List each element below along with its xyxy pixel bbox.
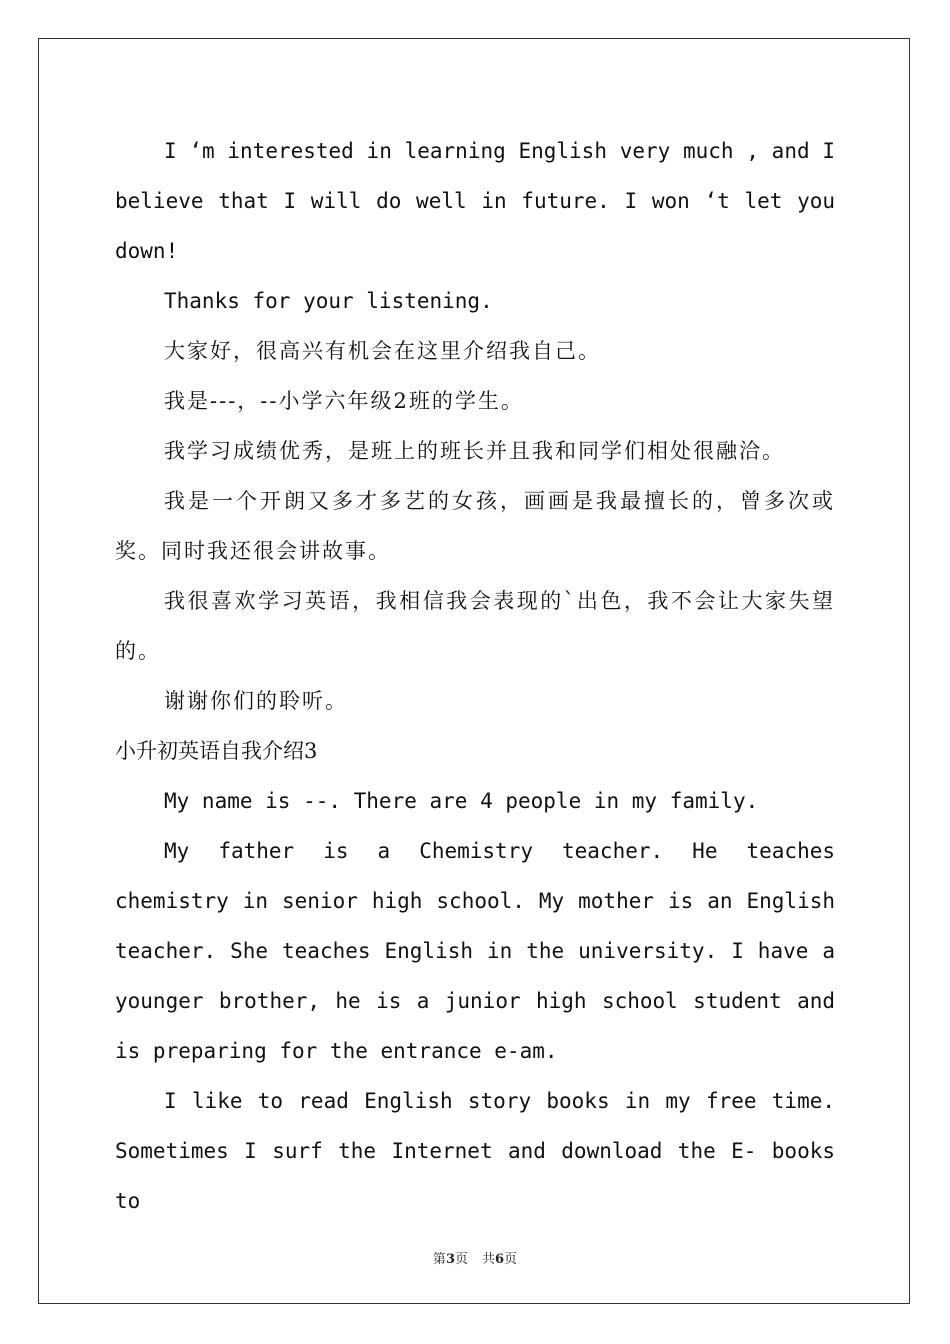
paragraph-thanks: Thanks for your listening. (164, 289, 493, 313)
paragraph-hobby: I like to read English story books in my free time. Sometimes I surf the Internet and download the E- books to (115, 1089, 835, 1213)
document-body (115, 126, 835, 1226)
paragraph-greeting-cn: 大家好，很高兴有机会在这里介绍我自己。 (164, 339, 601, 363)
paragraph-class-cn: 我是---，--小学六年级2班的学生。 (164, 389, 524, 413)
total-prefix: 共 (482, 1252, 496, 1267)
page-footer (0, 1248, 950, 1267)
total-suffix: 页 (504, 1252, 518, 1267)
paragraph-interest: I ‘m interested in learning English very much , and I believe that I will do well in future. I won ‘t let you down! (115, 139, 835, 263)
paragraph-study-cn: 我学习成绩优秀，是班上的班长并且我和同学们相处很融洽。 (164, 439, 785, 463)
page-prefix: 第 (432, 1252, 446, 1267)
page-current: 3 (445, 1252, 455, 1267)
paragraph-family: My father is a Chemistry teacher. He teaches chemistry in senior high school. My mother is an English teacher. She teaches English in the university. I have a younger brother, he is a junior high school student and is preparing for the entrance e-am. (115, 839, 835, 1063)
paragraph-thanks-cn: 谢谢你们的聆听。 (164, 689, 348, 713)
paragraph-personality-cn: 我是一个开朗又多才多艺的女孩，画画是我最擅长的，曾多次或奖。同时我还很会讲故事。 (115, 489, 835, 563)
paragraph-name: My name is --. There are 4 people in my family. (164, 789, 759, 813)
page-total: 6 (495, 1252, 505, 1267)
paragraph-english-cn: 我很喜欢学习英语，我相信我会表现的`出色，我不会让大家失望的。 (115, 589, 835, 663)
page-suffix: 页 (454, 1252, 468, 1267)
section-heading: 小升初英语自我介绍3 (115, 739, 318, 763)
